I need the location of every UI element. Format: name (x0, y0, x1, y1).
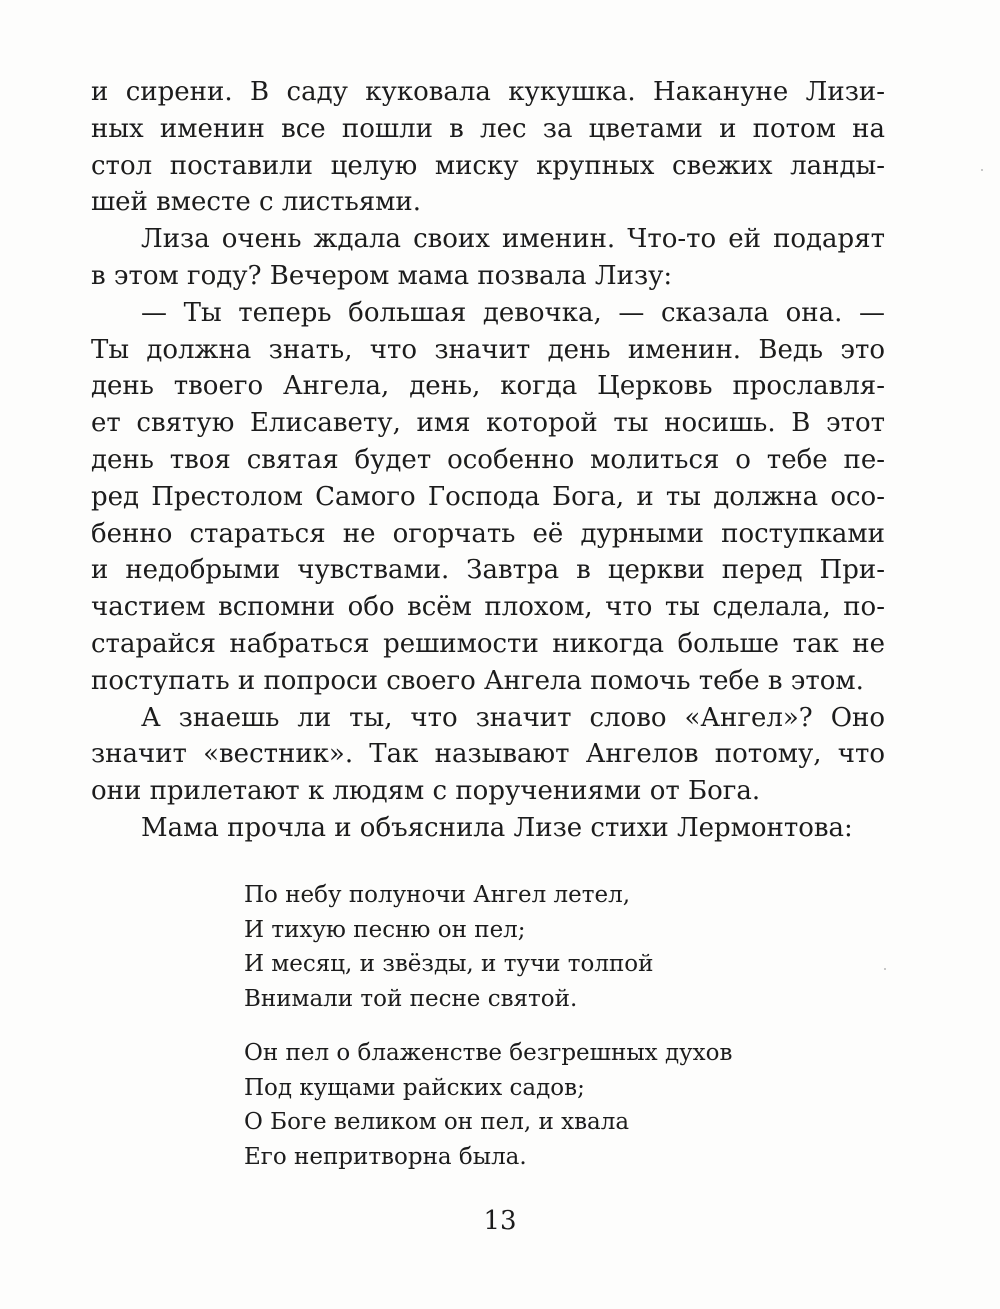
poem-stanza (244, 878, 654, 1016)
paper-speck (884, 968, 886, 970)
text-line: шей вместе с листьями. (91, 187, 421, 218)
text-line: день твоего Ангела, день, когда Церковь прославля- (91, 371, 885, 402)
text-line: и сирени. В саду куковала кукушка. Накануне Лизи- (91, 77, 885, 107)
text-line: А знаешь ли ты, что значит слово «Ангел»? Оно (141, 702, 885, 733)
poem-line: Его непритворна была. (244, 1143, 527, 1170)
poem-line: Внимали той песне святой. (244, 985, 578, 1012)
text-line: ет святую Елисавету, имя которой ты носишь. В этот (91, 408, 885, 439)
paper-speck (981, 169, 983, 171)
text-line: день твоя святая будет особенно молиться о тебе пе- (91, 444, 885, 475)
poem-stanza (244, 1036, 732, 1174)
text-line: Лиза очень ждала своих именин. Что-то ей подарят (141, 224, 885, 255)
text-line: — Ты теперь большая девочка, — сказала она. — (141, 297, 885, 328)
poem-line: И месяц, и звёзды, и тучи толпой (244, 951, 654, 977)
prose-body (91, 74, 885, 847)
poem-line: Он пел о блаженстве безгрешных духов (244, 1040, 733, 1066)
text-line: поступать и попроси своего Ангела помочь тебе в этом. (91, 665, 864, 696)
poem-line: По небу полуночи Ангел летел, (244, 882, 631, 908)
text-line: они прилетают к людям с поручениями от Бога. (91, 776, 761, 807)
text-line: и недобрыми чувствами. Завтра в церкви перед При- (91, 555, 885, 586)
page-number: 13 (483, 1206, 517, 1236)
poem-line: И тихую песню он пел; (244, 916, 526, 943)
text-line: старайся набраться решимости никогда больше так не (91, 628, 885, 659)
text-line: в этом году? Вечером мама позвала Лизу: (91, 260, 673, 291)
text-line: значит «вестник». Так называют Ангелов потому, что (91, 739, 885, 770)
text-line: ред Престолом Самого Господа Бога, и ты должна осо- (91, 481, 885, 512)
text-line: Мама прочла и объяснила Лизе стихи Лермонтова: (141, 812, 853, 843)
text-line: стол поставили целую миску крупных свежих ланды- (91, 150, 885, 181)
text-line: Ты должна знать, что значит день именин. Ведь это (91, 334, 885, 365)
text-line: ных именин все пошли в лес за цветами и потом на (91, 113, 885, 144)
text-line: частием вспомни обо всём плохом, что ты сделала, по- (91, 592, 885, 623)
poem-line: Под кущами райских садов; (244, 1074, 585, 1101)
text-line: бенно стараться не огорчать её дурными поступками (91, 518, 885, 549)
poem-line: О Боге великом он пел, и хвала (244, 1109, 630, 1135)
